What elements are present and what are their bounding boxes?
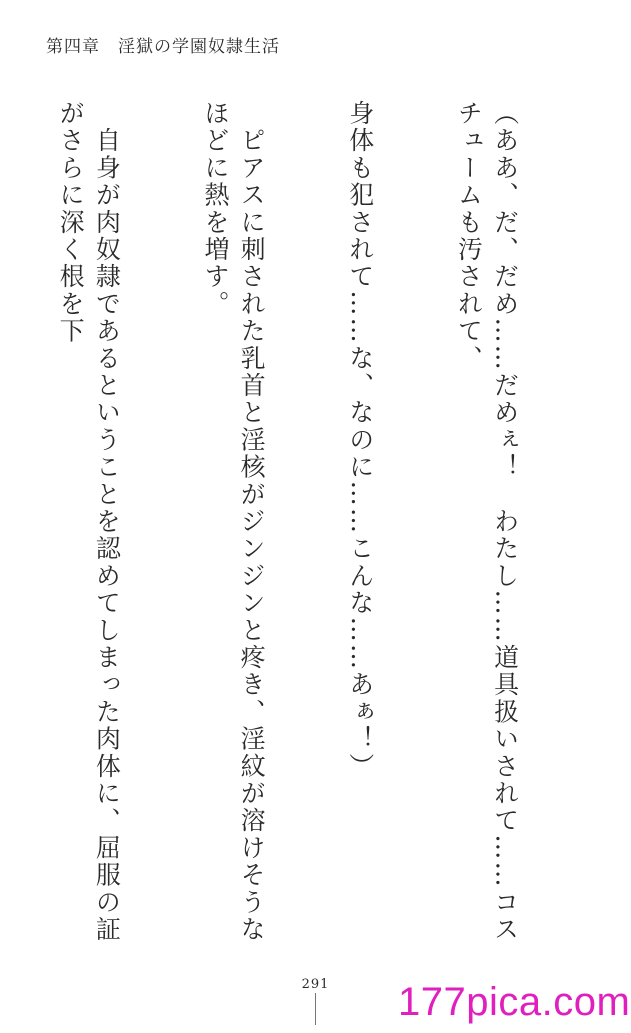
running-head	[46, 32, 280, 57]
chapter-number: 第四章	[46, 37, 100, 57]
body-text	[35, 100, 595, 950]
text-line: ピアスに刺された乳首と淫核がジンジンと疼き、淫紋が溶けそうなほどに熱を増す。	[200, 100, 267, 944]
text-line: （ああ、だ、だめ……だめぇ！ わたし……道具扱いされて……コスチュームも汚されて、	[454, 100, 520, 944]
chapter-title: 淫獄の学園奴隷生活	[118, 37, 280, 57]
text-line: 自身が肉奴隷であるということを認めてしまった肉体に、屈服の証がさらに深く根を下	[56, 100, 122, 944]
text-line: 身体も犯されて……な、なのに……こんな……あぁ！）	[345, 100, 375, 780]
page-number: 291	[301, 977, 330, 992]
watermark: 177pica.com	[398, 980, 631, 1024]
page-number-rule	[315, 993, 316, 1025]
